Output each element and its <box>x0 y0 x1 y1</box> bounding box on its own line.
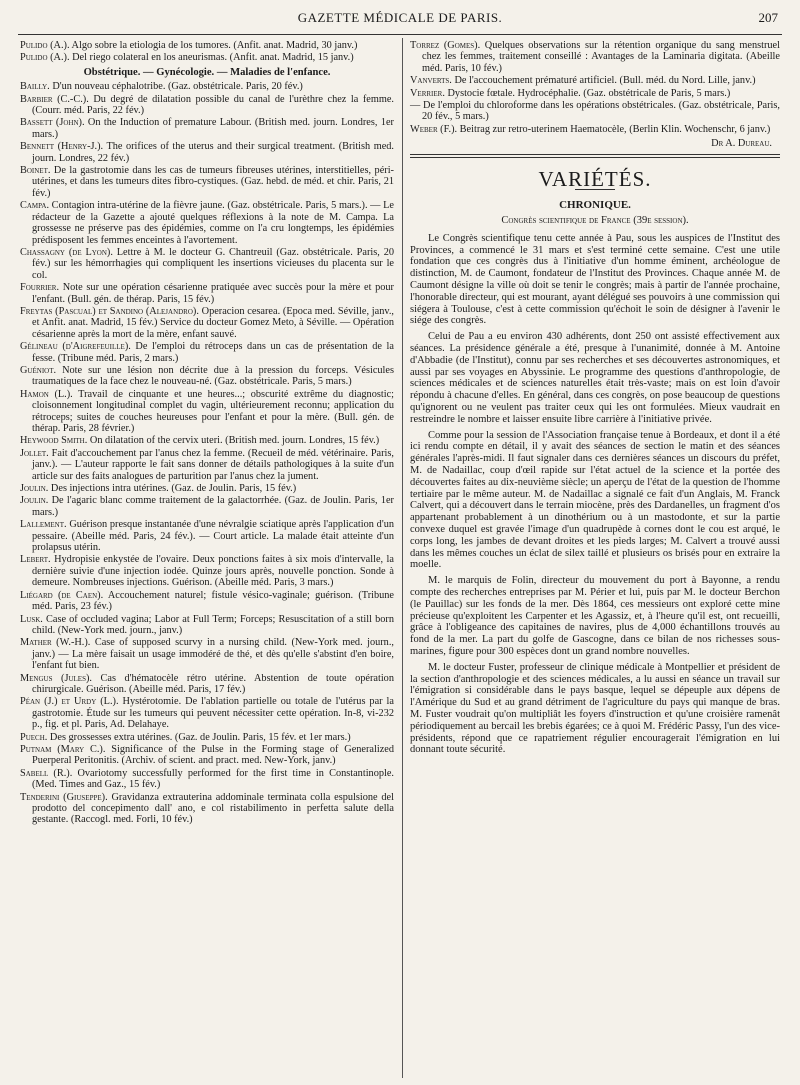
bibliography-entry <box>20 165 394 199</box>
entry-text: Case of occluded vagina; Labor at Full Term; Forceps; Resuscitation of a still born child. (New-York med. journ., janv.) <box>32 613 394 636</box>
entry-text: Note sur une lésion non décrite due à la pression du forceps. Vésicules traumatiques de la face chez le nouveau-né. (Gaz. obstétricale. Paris, 5 mars.) <box>32 364 394 388</box>
bibliography-entry <box>20 81 394 92</box>
entry-author: Verrier. <box>410 87 445 99</box>
entry-author: Guéniot. <box>20 364 57 376</box>
entry-author: Heywood Smith. <box>20 435 88 447</box>
entry-author: Barbier (C.-C.). <box>20 93 89 105</box>
entry-author: Jollet. <box>20 447 49 459</box>
entry-author: Pulido (A.). <box>20 40 70 51</box>
entry-text: D'un nouveau céphalotribe. (Gaz. obstétricale. Paris, 20 fév.) <box>49 81 303 93</box>
bibliography-entry <box>20 282 394 305</box>
entry-author: Bennett (Henry-J.). <box>20 141 104 153</box>
entry-author: Bailly. <box>20 81 50 93</box>
entry-author: Chassagny (de Lyon). <box>20 246 113 258</box>
bibliography-entry <box>20 40 394 51</box>
bibliography-entry <box>20 744 394 767</box>
entry-author: Pulido (A.). <box>20 52 70 64</box>
bibliography-entry <box>20 696 394 730</box>
bibliography-entry <box>410 100 780 123</box>
column-divider <box>402 38 403 1078</box>
entry-text: Fait d'accouchement par l'anus chez la femme. (Recueil de méd. vétérinaire. Paris, janv.). — L'auteur rapporte le fait sans donner de détails pathologiques à la suite d'un article sur des faits analogues de parturition par l'anus chez la jument. <box>32 447 394 482</box>
entry-text: Note sur une opération césarienne pratiquée avec succès pour la mère et pour l'enfant. (Bull. gén. de thérap. Paris, 15 fév.) <box>32 282 394 305</box>
entry-author: Torrez (Gomes). <box>410 40 481 51</box>
entry-author: Bassett (John). <box>20 117 85 129</box>
entry-author: Hamon (L.). <box>20 388 73 400</box>
author-signature: Dr A. Dureau. <box>711 138 772 150</box>
entry-text: Gravidanza extrauterina addominale terminata colla espulsione del prodotto del concepimento dall' ano, e col ristabilimento in perfetta salute della gestante. (Raccogl. med. Forli, 10 fév.) <box>32 791 394 826</box>
article-paragraph: M. le marquis de Folin, directeur du mouvement du port à Bayonne, a rendu compte des recherches entreprises par M. Périer et lui, puis par M. le docteur Berchon (le Pauillac) sur les fonds de la mer. Dès 1864, ces messieurs ont exploré cette mine précieuse qu'exploitent les Carpenter et les Agassiz, et, à l'heure qu'il est, ont recueilli, grâce à l'obligeance des capitaines de navires, plus de 4,000 échantillons trouvés au fond de la mer. La part du golfe de Gascogne, dans ce bilan de nos richesses sous-marines, figure pour 300 espèces dont un grand nombre nouvelles. <box>410 575 780 657</box>
article-body <box>410 233 780 756</box>
entry-author: Lallement. <box>20 519 67 531</box>
bibliography-entry <box>20 792 394 826</box>
entry-text: Ovariotomy successfully performed for the first time in Constantinople. (Med. Times and Gaz., 15 fév.) <box>32 767 395 791</box>
entry-author: Puech. <box>20 731 48 743</box>
entry-text: On dilatation of the cervix uteri. (British med. journ. Londres, 15 fév.) <box>87 435 380 447</box>
entry-text: Hystérotomie. De l'ablation partielle ou totale de l'utérus par la gastrotomie. Étude sur les tumeurs qui peuvent nécessiter cette opération. In-8, vi-232 p., fig. et pl. Paris, Ad. Delahaye. <box>32 696 394 731</box>
entry-text: Quelques observations sur la rétention organique du sang menstruel chez les femmes, traitement conseillé : Avantages de la Laminaria digitata. (Abeille méd. Paris, 10 fév.) <box>422 40 780 74</box>
bibliography-entry <box>20 389 394 435</box>
entry-text: Du degré de dilatation possible du canal de l'urèthre chez la femme. (Courr. méd. Paris, 22 fév.) <box>32 93 394 117</box>
bibliography-entry <box>20 519 394 553</box>
entry-author: Vanverts. <box>410 75 452 87</box>
entry-author: Joulin. <box>20 495 49 507</box>
entry-author: Fourrier. <box>20 282 60 294</box>
entry-author: Mather (W.-H.). <box>20 637 91 649</box>
bibliography-list-a <box>20 40 394 64</box>
entry-text: Des grossesses extra utérines. (Gaz. de Joulin. Paris, 15 fév. et 1er mars.) <box>47 731 351 743</box>
bibliography-entry <box>20 732 394 743</box>
bibliography-entry <box>20 365 394 388</box>
entry-author: Gélineau (d'Aigrefeuille). <box>20 341 131 353</box>
entry-text: De la gastrotomie dans les cas de tumeurs fibreuses utérines, interstitielles, péri-utérines, et dans les tumeurs dites fibro-cystiques. (Gaz. hebd. de méd. et chir. Paris, 21 fév.) <box>32 165 394 199</box>
entry-text: Del riego colateral en los aneurismas. (Anfit. anat. Madrid, 15 janv.) <box>69 52 354 64</box>
entry-author: Putnam (Mary C.). <box>20 743 106 755</box>
bibliography-entry <box>20 141 394 164</box>
bibliography-entry <box>20 52 394 63</box>
entry-text: Contagion intra-utérine de la fièvre jaune. (Gaz. obstétricale. Paris, 5 mars.). — Le rédacteur de la Gazette a ajouté quelques réflexions à la note de M. Campa. La grossesse ne préserve pas des épidémies, comme on l'a cru longtemps, les épidémies prédisposent les femmes enceintes à l'avortement. <box>32 200 394 246</box>
bibliography-entry <box>20 495 394 518</box>
bibliography-entry <box>20 117 394 140</box>
bibliography-entry <box>20 306 394 340</box>
left-column <box>20 40 394 827</box>
section-title: VARIÉTÉS. <box>538 166 652 191</box>
bibliography-entry <box>410 40 780 74</box>
bibliography-entry <box>20 448 394 482</box>
entry-text: Accouchement naturel; fistule vésico-vaginale; guérison. (Tribune méd. Paris, 23 fév.) <box>32 589 395 613</box>
entry-author: Lusk. <box>20 613 43 625</box>
entry-text: Lettre à M. le docteur G. Chantreuil (Gaz. obstétricale. Paris, 20 fév.) sur les hémorrhagies qui compliquent les insertions vicieuses du placenta sur le col. <box>32 246 394 281</box>
page-header <box>18 10 782 34</box>
entry-text: Hydropisie enkystée de l'ovaire. Deux ponctions faites à six mois d'intervalle, la dernière suivie d'une injection iodée. Quinze jours après, nouvelle ponction. Sonde à demeure. Nombreuses injections. Guérison. (Abeille méd. Paris, 3 mars.) <box>32 554 394 589</box>
entry-author: Liégard (de Caen). <box>20 589 104 601</box>
entry-text: Case of supposed scurvy in a nursing child. (New-York med. journ., janv.) — La mère faisait un usage immodéré de thé, et dès qu'elle s'abstint d'en boire, l'enfant fut bien. <box>32 637 394 672</box>
bibliography-entry <box>20 590 394 613</box>
entry-author: Lebert. <box>20 554 51 566</box>
entry-text: Travail de cinquante et une heures...; obscurité extrême du diagnostic; cloisonnement longitudinal complet du vagin, ultérieurement reconnu; application du rétroceps; suites de couches heureuses pour l'enfant et pour la mère. (Bull. gén. de thérap. Paris, 28 février.) <box>32 388 394 434</box>
entry-text: The orifices of the uterus and their surgical treatment. (British med. journ. Londres, 22 fév.) <box>32 141 394 164</box>
article-paragraph: Le Congrès scientifique tenu cette année à Pau, sous les auspices de l'Institut des Provinces, a commencé le 31 mars et s'est terminé cette semaine. C'est une utile fondation que ces congrès dus à l'initiative d'un homme éminent, archéologue de distinction, M. de Caumont, fondateur de l'Institut des Provinces. Chaque année M. de Caumont désigne la ville où doit se tenir le congrès; mais à partir de l'année prochaine, l'honorable directeur, qui est mourant, ayant délégué ses pouvoirs à une commission qui siégera à Toulouse, c'est à cette commission qu'échoit le soin de désigner à l'avenir le siége des congrès. <box>410 232 780 327</box>
bibliography-entry <box>20 435 394 446</box>
entry-text: De l'agaric blanc comme traitement de la galactorrhée. (Gaz. de Joulin. Paris, 1er mars.) <box>32 495 394 518</box>
article-title: Congrès scientifique de France (39e session). <box>501 215 689 227</box>
entry-text: Dystocie fœtale. Hydrocéphalie. (Gaz. obstétricale de Paris, 5 mars.) <box>444 87 731 99</box>
section-separator <box>410 154 780 158</box>
bibliography-entry <box>20 247 394 281</box>
entry-text: De l'emploi du rétroceps dans un cas de présentation de la fesse. (Tribune méd. Paris, 2 mars.) <box>32 341 394 364</box>
entry-author: Freytas (Pascual) et Sandino (Alejandro). <box>20 305 199 317</box>
entry-text: Operacion cesarea. (Epoca med. Séville, janv., et Anfit. anat. Madrid, 15 fév.) Service du docteur Gomez Meto, à Séville. — Opération césarienne après la mort de la mère, enfant sauvé. <box>32 305 394 340</box>
entry-text: De l'accouchement prématuré artificiel. (Bull. méd. du Nord. Lille, janv.) <box>451 75 756 87</box>
entry-author: Weber (F.). <box>410 123 458 135</box>
entry-author: Boinet. <box>20 165 51 177</box>
entry-author: Péan (J.) et Urdy (L.). <box>20 696 119 708</box>
bibliography-entry <box>20 200 394 246</box>
bibliography-entry <box>20 614 394 637</box>
entry-author: Campa. <box>20 200 50 212</box>
bibliography-entry <box>410 88 780 99</box>
bibliography-entry <box>20 341 394 364</box>
page-number: 207 <box>758 10 778 25</box>
article-paragraph: Celui de Pau a eu environ 430 adhérents, dont 250 ont assisté effectivement aux séances. La présidence générale a été, presque à l'unanimité, donnée à M. Antoine d'Abbadie (de l'Institut), connu par ses recherches et ses découvertes astronomiques, et aussi par ses voyages en Abyssinie. Le programme des questions d'anthropologie, de sciences médicales et de sciences naturelles était très-vaste; mais on est loin d'avoir répondu à chacune d'elles. En général, dans ces congrès, on pose beaucoup de questions qu'ignorent ou ne veulent pas traiter ceux qui les ont formulées. Mieux vaudrait en restreindre le nombre et laisser ensuite libre carrière à l'initiative privée. <box>410 331 780 425</box>
bibliography-list-continued <box>410 40 780 135</box>
entry-text: Significance of the Pulse in the Forming stage of Generalized Puerperal Peritonitis. (Archiv. of scient. and pract. med. New-York, janv.) <box>32 743 394 767</box>
entry-author: Sabell (R.). <box>20 767 73 779</box>
bibliography-entry <box>20 483 394 494</box>
entry-text: Des injections intra utérines. (Gaz. de Joulin. Paris, 15 fév.) <box>48 483 297 495</box>
bibliography-entry <box>20 673 394 696</box>
entry-text: On the Induction of premature Labour. (British med. journ. Londres, 1er mars.) <box>32 117 394 140</box>
entry-text: Algo sobre la etiologia de los tumores. (Anfit. anat. Madrid, 30 janv.) <box>69 40 358 51</box>
subsection-title: CHRONIQUE. <box>559 199 631 212</box>
entry-author: Mengus (Jules). <box>20 672 92 684</box>
header-rule <box>18 34 782 35</box>
bibliography-entry <box>20 94 394 117</box>
article-paragraph: Comme pour la session de l'Association française tenue à Bordeaux, et dont il a été ici rendu compte en détail, il y avait des séances de section le matin et des séances générales l'après-midi. Il faut signaler dans ces dernières séances un discours du préfet, M. de Nadaillac, coup d'œil rapide sur l'état actuel de la science et la portée des découvertes faites au dix-neuvième siècle; un aperçu de l'état de la question de l'homme tertiaire par le même auteur. M. de Nadaillac a signalé ce fait d'un Anglais, M. Franck Calvert, qui a découvert dans le terrain miocène, près des Dardanelles, un fragment d'os appartenant probablement à un dinothérium ou à un mastodonte, et sur la partie convexe duquel est gravée l'image d'un quadrupède à cornes dont le cou est arqué, le corps long, les jambes de devant droites et les pieds larges; M. Calvert a trouvé aussi dans les mêmes couches un éclat de silex taillé et plusieurs os brisés pour en extraire la moelle. <box>410 429 780 571</box>
journal-title: GAZETTE MÉDICALE DE PARIS. <box>297 10 503 25</box>
bibliography-entry <box>410 75 780 86</box>
entry-text: — De l'emploi du chloroforme dans les opérations obstétricales. (Gaz. obstétricale, Paris, 20 fév., 5 mars.) <box>410 100 780 123</box>
entry-text: Cas d'hématocèle rétro utérine. Abstention de toute opération chirurgicale. Guérison. (Abeille méd. Paris, 17 fév.) <box>32 672 394 695</box>
bibliography-entry <box>20 637 394 671</box>
bibliography-entry <box>410 124 780 135</box>
bibliography-entry <box>20 554 394 588</box>
entry-text: Guérison presque instantanée d'une névralgie sciatique après l'application d'un pessaire. (Abeille méd. Paris, 24 fév.). — Court article. La malade était atteinte d'un prolapsus utérin. <box>32 519 394 554</box>
article-paragraph: M. le docteur Fuster, professeur de clinique médicale à Montpellier et président de la section d'anthropologie et des sciences médicales, a lu aussi en séance un travail sur l'émigration si considérable dans le pays basque, lequel se dépeuple aux dépens de l'Amérique du Sud et au grand détriment de l'agriculture du pays qui manque de bras. M. Fuster voudrait qu'on multipliât les foyers d'instruction et qu'une croisière ramenât périodiquement au bercail les brebis égarées; ce à quoi M. Frédéric Passy, l'un des vice-présidents, répond que ce rapatriement régulier encouragerait l'émigration en lui donnant toute sécurité. <box>410 661 780 756</box>
section-heading: Obstétrique. — Gynécologie. — Maladies de l'enfance. <box>83 66 331 78</box>
entry-author: Tenderini (Giuseppe). <box>20 791 108 803</box>
right-column <box>410 40 780 760</box>
entry-text: Beitrag zur retro-uterinem Haematocèle, (Berlin Klin. Wochenschr, 6 janv.) <box>457 123 771 135</box>
entry-author: Joulin. <box>20 483 49 495</box>
bibliography-entry <box>20 768 394 791</box>
bibliography-list-b <box>20 81 394 826</box>
